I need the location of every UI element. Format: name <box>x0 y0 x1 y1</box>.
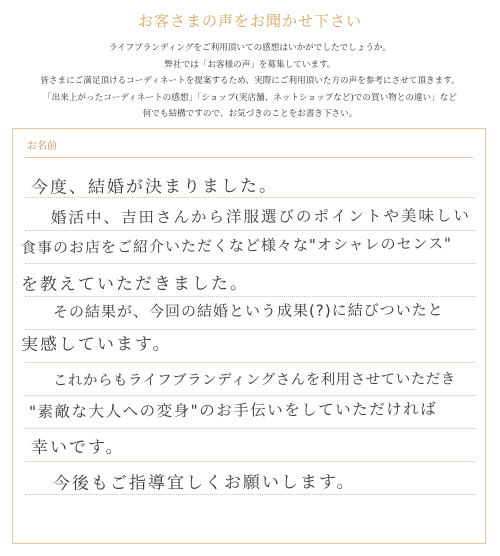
ruled-line <box>25 263 475 264</box>
intro-text <box>0 40 500 123</box>
intro-line: 「出来上がったコーディネートの感想」「ショップ(実店舗、ネットショップなど)での買い物との違い」など <box>43 92 457 103</box>
handwritten-line: "素敵な大人への変身"のお手伝いをしていただければ <box>28 400 438 421</box>
name-divider <box>25 157 473 158</box>
page-title: お客さまの声をお聞かせ下さい <box>137 12 362 30</box>
ruled-line <box>25 296 475 297</box>
ruled-line <box>25 428 475 429</box>
intro-line: ライフブランディングをご利用頂いての感想はいかがでしたでしょうか。 <box>108 43 392 53</box>
ruled-line <box>25 362 475 363</box>
handwritten-line: 今度、結婚が決まりました。 <box>30 176 279 198</box>
handwritten-line: 実感しています。 <box>20 334 172 355</box>
feedback-card <box>12 128 486 544</box>
handwritten-line: 婚活中、吉田さんから洋服選びのポイントや美味しい <box>50 206 472 227</box>
name-label: お名前 <box>27 141 57 152</box>
ruled-line <box>25 395 475 396</box>
handwritten-line: を教えていただきました。 <box>20 273 250 295</box>
handwritten-line: 今後もご指導宜しくお願いします。 <box>52 472 356 494</box>
ruled-line <box>25 461 475 462</box>
intro-line: 皆さまにご満足頂けるコーディネートを提案するため、実際にご利用頂いた方の声を参考にさせて頂きます。 <box>40 76 460 86</box>
handwritten-line: 食事のお店をご紹介いただくなど様々な"オシャレのセンス" <box>20 234 453 257</box>
intro-line: 弊社では「お客様の声」を募集しています。 <box>164 59 336 70</box>
handwritten-line: 幸いです。 <box>30 437 125 458</box>
handwritten-line: これからもライフブランディングさんを利用させていただき <box>52 371 456 389</box>
intro-line: 何でも結構ですので、お気づきのことをお書き下さい。 <box>142 109 358 119</box>
handwritten-line: その結果が、今回の結婚という成果(?)に結びついたと <box>52 300 444 321</box>
ruled-line <box>25 230 475 231</box>
ruled-line <box>25 494 475 495</box>
